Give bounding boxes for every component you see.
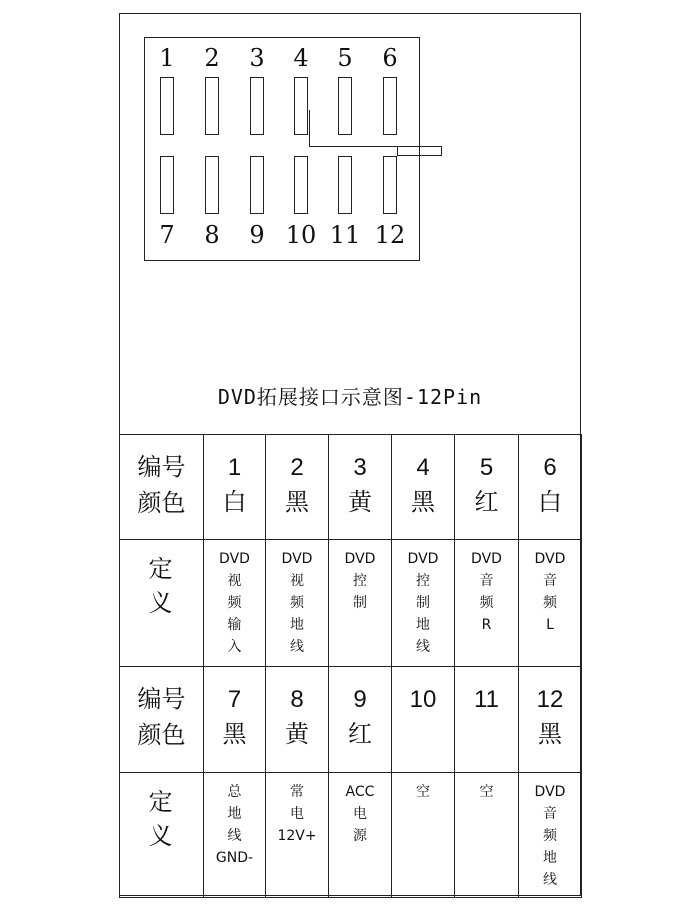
pin-cell <box>266 667 329 773</box>
pin-slot-top <box>160 77 174 135</box>
pin-cell <box>519 435 582 540</box>
label-def-2: 义 <box>148 822 175 850</box>
label-number: 编号 <box>137 685 186 713</box>
definition-text: GND- <box>215 850 254 866</box>
definition-text: 地 <box>290 617 304 633</box>
pin-number-bottom: 11 <box>329 221 361 249</box>
pin-definition <box>204 773 266 898</box>
definition-label <box>120 773 204 898</box>
pin-slot-top <box>205 77 219 135</box>
pin-cell <box>329 667 392 773</box>
definition-text: 地 <box>543 850 557 866</box>
wire-color: 黑 <box>222 720 247 748</box>
wire-color: 红 <box>474 488 499 516</box>
pin-number-bottom: 7 <box>159 221 175 249</box>
pin-cell <box>204 667 266 773</box>
label-def-2: 义 <box>148 589 175 617</box>
pin-cell <box>392 435 455 540</box>
definition-text: DVD <box>407 551 439 567</box>
pin-cell <box>266 435 329 540</box>
definition-text: DVD <box>534 551 566 567</box>
definition-text: 频 <box>290 595 304 611</box>
pin-definition <box>455 540 519 667</box>
definition-text: 制 <box>416 595 430 611</box>
definition-text: 控 <box>416 573 430 589</box>
pin-slot-bottom <box>205 156 219 214</box>
pin-cell <box>204 435 266 540</box>
definition-text: 音 <box>543 806 557 822</box>
pin-number: 10 <box>409 686 437 713</box>
label-number: 编号 <box>137 453 186 481</box>
definition-text: 地 <box>416 617 430 633</box>
pin-number-top: 4 <box>293 44 309 72</box>
pin-number-bottom: 12 <box>374 221 406 249</box>
definition-text: 制 <box>353 595 367 611</box>
pin-slot-bottom <box>383 156 397 214</box>
definition-text: 线 <box>227 828 242 844</box>
pin-number: 7 <box>227 686 242 713</box>
connector-key-line-vertical <box>309 110 310 146</box>
definition-text: 线 <box>543 872 557 888</box>
pin-number-top: 1 <box>159 44 175 72</box>
wire-color: 黄 <box>285 720 309 748</box>
definition-text: 音 <box>479 573 494 589</box>
pin-definition <box>329 540 392 667</box>
pin-cell <box>455 435 519 540</box>
pin-number: 9 <box>353 686 367 713</box>
pin-number: 1 <box>227 454 242 481</box>
definition-text: 频 <box>479 595 494 611</box>
pin-definition <box>519 540 582 667</box>
definition-text: 空 <box>479 784 494 800</box>
definition-text: R <box>481 617 492 633</box>
definition-text: 控 <box>353 573 367 589</box>
definition-label <box>120 540 204 667</box>
pin-slot-bottom <box>160 156 174 214</box>
definition-text: 频 <box>543 828 557 844</box>
wire-color: 黑 <box>538 720 562 748</box>
label-color: 颜色 <box>137 721 186 749</box>
pin-definition <box>455 773 519 898</box>
pin-definition <box>519 773 582 898</box>
definition-text: DVD <box>219 551 250 567</box>
definition-text: 电 <box>353 806 367 822</box>
pin-number: 12 <box>536 686 564 713</box>
pin-definition <box>329 773 392 898</box>
label-def-1: 定 <box>148 788 175 816</box>
pin-slot-top <box>338 77 352 135</box>
definition-text: DVD <box>281 551 313 567</box>
pin-definition <box>392 773 455 898</box>
definition-text: 线 <box>290 639 304 655</box>
definition-text: 空 <box>416 784 430 800</box>
pin-cell <box>519 667 582 773</box>
table-row-definition <box>120 773 582 898</box>
definition-text: DVD <box>534 784 566 800</box>
pin-cell <box>392 667 455 773</box>
definition-text: 线 <box>416 639 430 655</box>
pin-definition <box>266 540 329 667</box>
pin-number-top: 3 <box>249 44 265 72</box>
definition-text: 入 <box>227 639 242 655</box>
definition-text: L <box>546 617 554 633</box>
wire-color: 黄 <box>348 488 372 516</box>
pin-definition <box>392 540 455 667</box>
table-row-pin-color <box>120 435 582 540</box>
pin-number: 3 <box>353 454 367 481</box>
pin-number-top: 2 <box>204 44 220 72</box>
definition-text: 音 <box>543 573 557 589</box>
definition-text: 视 <box>227 573 242 589</box>
pin-number-top: 6 <box>382 44 398 72</box>
definition-text: 视 <box>290 573 304 589</box>
definition-text: 源 <box>353 828 367 844</box>
definition-text: 12V+ <box>277 828 317 844</box>
wire-color: 白 <box>538 488 562 516</box>
pin-slot-bottom <box>294 156 308 214</box>
pin-number-bottom: 8 <box>204 221 220 249</box>
pin-cell <box>329 435 392 540</box>
pin-slot-top <box>294 77 308 135</box>
diagram-title: DVD拓展接口示意图-12Pin <box>217 385 483 409</box>
pin-definition <box>204 540 266 667</box>
pin-definition <box>266 773 329 898</box>
pin-definition-table <box>119 434 582 898</box>
definition-text: 频 <box>227 595 242 611</box>
pin-number: 2 <box>290 454 304 481</box>
definition-text: 常 <box>290 784 304 800</box>
pin-slot-bottom <box>338 156 352 214</box>
definition-text: 电 <box>290 806 304 822</box>
pin-number: 6 <box>543 454 557 481</box>
wire-color: 红 <box>348 720 372 748</box>
definition-text: 输 <box>227 617 242 633</box>
pin-cell <box>455 667 519 773</box>
pin-slot-bottom <box>250 156 264 214</box>
pin-number: 8 <box>290 686 304 713</box>
connector-key-tab <box>397 146 442 156</box>
pin-number-bottom: 9 <box>249 221 265 249</box>
table-row-pin-color <box>120 667 582 773</box>
wire-color: 白 <box>222 488 247 516</box>
definition-text: DVD <box>344 551 376 567</box>
table-row-definition <box>120 540 582 667</box>
definition-text: 总 <box>227 784 242 800</box>
wire-color: 黑 <box>285 488 309 516</box>
pin-number-bottom: 10 <box>285 221 317 249</box>
pin-slot-top <box>250 77 264 135</box>
definition-text: 地 <box>227 806 242 822</box>
pin-number: 4 <box>416 454 430 481</box>
pin-number-top: 5 <box>337 44 353 72</box>
pin-number: 11 <box>474 686 499 713</box>
number-color-label <box>120 667 204 773</box>
definition-text: DVD <box>471 551 502 567</box>
label-def-1: 定 <box>148 555 175 583</box>
label-color: 颜色 <box>137 489 186 517</box>
definition-text: ACC <box>345 784 375 800</box>
wire-color: 黑 <box>411 488 435 516</box>
pin-number: 5 <box>479 454 494 481</box>
definition-text: 频 <box>543 595 557 611</box>
number-color-label <box>120 435 204 540</box>
pin-slot-top <box>383 77 397 135</box>
